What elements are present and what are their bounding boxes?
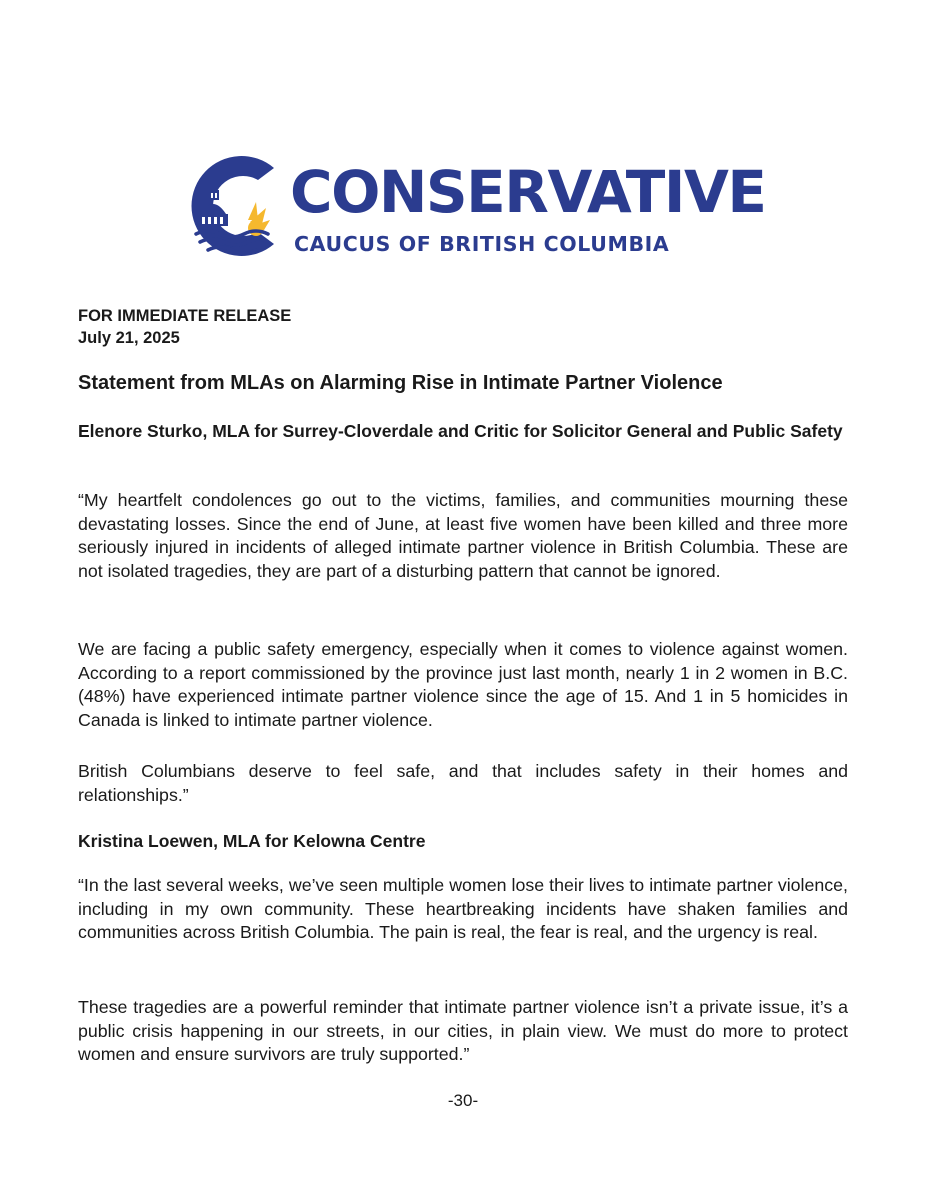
statement-1-paragraph-1: “My heartfelt condolences go out to the victims, families, and communities mourning these devastating losses. Since the end of June, at least five women have been killed and three more seriously injured in incidents of alleged intimate partner violence in British Columbia. These are not isolated tragedies, they are part of a disturbing pattern that cannot be ignored. [78, 490, 848, 581]
statement-1-paragraph-3: British Columbians deserve to feel safe, and that includes safety in their homes and relationships.” [78, 761, 848, 805]
statement-2-paragraph-2: These tragedies are a powerful reminder that intimate partner violence isn’t a private issue, it’s a public crisis happening in our streets, in our cities, in plain view. We must do more to protect women and ensure survivors are truly supported.” [78, 997, 848, 1064]
release-label: FOR IMMEDIATE RELEASE [78, 307, 292, 325]
end-mark: -30- [447, 1091, 479, 1110]
speaker-2-heading: Kristina Loewen, MLA for Kelowna Centre [78, 831, 426, 851]
release-info [78, 305, 291, 349]
logo-title: CONSERVATIVE [290, 158, 766, 226]
speaker-1-heading: Elenore Sturko, MLA for Surrey-Cloverdale and Critic for Solicitor General and Public Safety [78, 421, 843, 441]
logo-subtitle: CAUCUS OF BRITISH COLUMBIA [294, 232, 670, 256]
dome-sun-waves-c-icon [186, 148, 286, 264]
statement-2-paragraph-1: “In the last several weeks, we’ve seen multiple women lose their lives to intimate partner violence, including in my own community. These heartbreaking incidents have shaken families and communities across British Columbia. The pain is real, the fear is real, and the urgency is real. [78, 875, 848, 942]
statement-1-paragraph-2: We are facing a public safety emergency, especially when it comes to violence against women. According to a report commissioned by the province just last month, nearly 1 in 2 women in B.C. (48%) have experienced intimate partner violence since the age of 15. And 1 in 5 homicides in Canada is linked to intimate partner violence. [78, 639, 848, 730]
headline: Statement from MLAs on Alarming Rise in Intimate Partner Violence [78, 372, 723, 394]
release-date: July 21, 2025 [78, 329, 180, 347]
caucus-logo [186, 148, 766, 268]
